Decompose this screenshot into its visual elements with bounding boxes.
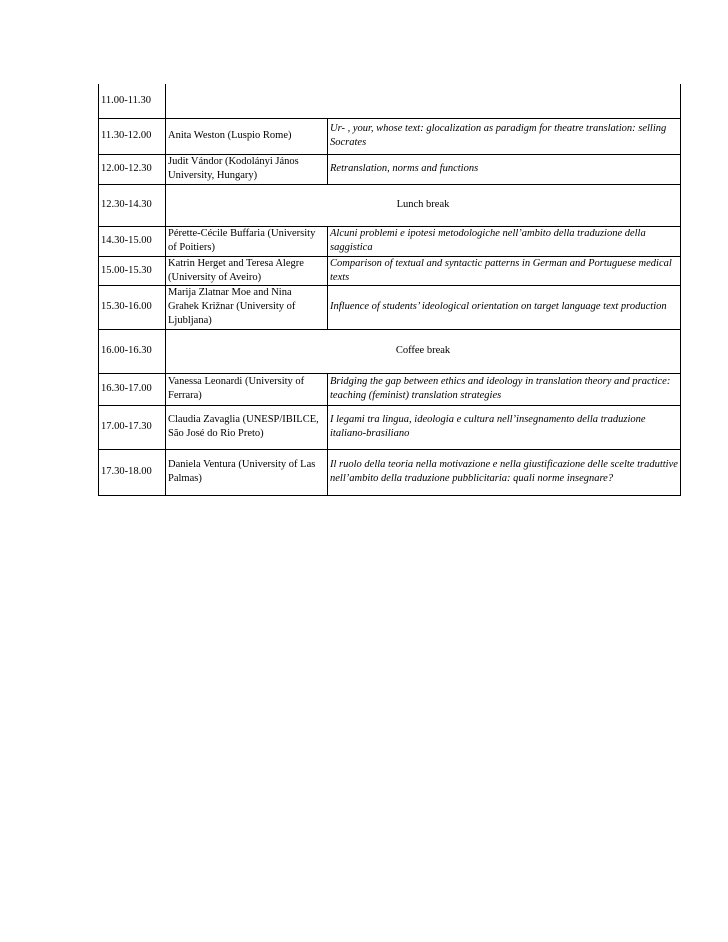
- speaker-cell: Vanessa Leonardi (University of Ferrara): [166, 373, 328, 405]
- title-cell: Ur- , your, whose text: glocalization as paradigm for theatre translation: selling Socrates: [328, 118, 681, 154]
- time-cell: 15.00-15.30: [99, 256, 166, 285]
- session-row: [99, 256, 681, 285]
- speaker-cell: Anita Weston (Luspio Rome): [166, 118, 328, 154]
- speaker-cell: Daniela Ventura (University of Las Palmas): [166, 449, 328, 495]
- time-cell: 15.30-16.00: [99, 285, 166, 329]
- session-row: [99, 118, 681, 154]
- time-cell: 14.30-15.00: [99, 226, 166, 256]
- time-cell: 12.30-14.30: [99, 184, 166, 226]
- time-cell: 16.30-17.00: [99, 373, 166, 405]
- session-row: [99, 373, 681, 405]
- title-cell: Alcuni problemi e ipotesi metodologiche nell’ambito della traduzione della saggistica: [328, 226, 681, 256]
- title-cell: Il ruolo della teoria nella motivazione e nella giustificazione delle scelte traduttive nell’ambito della traduzione pubblicitaria: quali norme insegnare?: [328, 449, 681, 495]
- empty-cell: [166, 84, 681, 118]
- speaker-cell: Claudia Zavaglia (UNESP/IBILCE, São José do Rio Preto): [166, 405, 328, 449]
- break-row: [99, 329, 681, 373]
- time-cell: 11.30-12.00: [99, 118, 166, 154]
- speaker-cell: Marija Zlatnar Moe and Nina Grahek Križnar (University of Ljubljana): [166, 285, 328, 329]
- title-cell: Retranslation, norms and functions: [328, 154, 681, 184]
- time-cell: 12.00-12.30: [99, 154, 166, 184]
- speaker-cell: Pérette-Cécile Buffaria (University of Poitiers): [166, 226, 328, 256]
- title-cell: I legami tra lingua, ideologia e cultura nell’insegnamento della traduzione italiano-brasiliano: [328, 405, 681, 449]
- time-cell: 11.00-11.30: [99, 84, 166, 118]
- session-row: [99, 226, 681, 256]
- time-cell: 17.30-18.00: [99, 449, 166, 495]
- speaker-cell: Katrin Herget and Teresa Alegre (University of Aveiro): [166, 256, 328, 285]
- break-label: Lunch break: [166, 184, 681, 226]
- break-row: [99, 184, 681, 226]
- schedule-body: [99, 84, 681, 495]
- session-row: [99, 84, 681, 118]
- title-cell: Bridging the gap between ethics and ideology in translation theory and practice: teaching (feminist) translation strategies: [328, 373, 681, 405]
- title-cell: Influence of students’ ideological orientation on target language text production: [328, 285, 681, 329]
- break-label: Coffee break: [166, 329, 681, 373]
- time-cell: 16.00-16.30: [99, 329, 166, 373]
- schedule-table: [98, 84, 681, 496]
- session-row: [99, 285, 681, 329]
- session-row: [99, 154, 681, 184]
- session-row: [99, 405, 681, 449]
- title-cell: Comparison of textual and syntactic patterns in German and Portuguese medical texts: [328, 256, 681, 285]
- session-row: [99, 449, 681, 495]
- speaker-cell: Judit Vándor (Kodolányi János University, Hungary): [166, 154, 328, 184]
- time-cell: 17.00-17.30: [99, 405, 166, 449]
